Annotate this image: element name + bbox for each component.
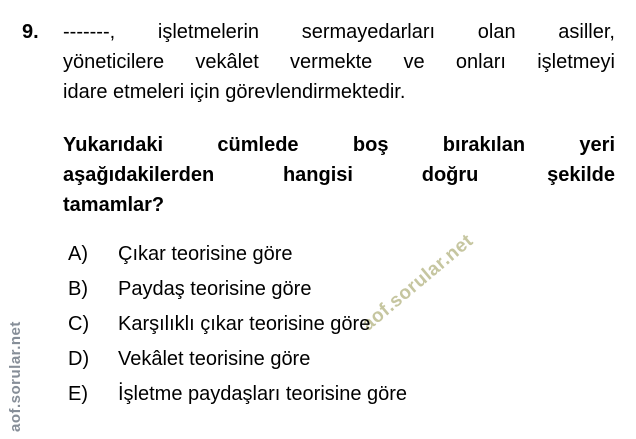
option-text: Karşılıklı çıkar teorisine göre: [118, 313, 371, 335]
question-prompt-line: Yukarıdaki cümlede boş bırakılan yeri: [63, 134, 615, 156]
option-b[interactable]: [68, 278, 608, 300]
question-number: 9.: [22, 21, 39, 43]
option-c[interactable]: [68, 313, 608, 335]
question-prompt-line: aşağıdakilerden hangisi doğru şekilde: [63, 164, 615, 186]
option-letter: C): [68, 313, 90, 335]
option-d[interactable]: [68, 348, 608, 370]
option-text: Vekâlet teorisine göre: [118, 348, 311, 370]
option-letter: D): [68, 348, 90, 370]
option-letter: A): [68, 243, 88, 265]
option-e[interactable]: [68, 383, 608, 405]
question-body-line: yöneticilere vekâlet vermekte ve onları işletmeyi: [63, 51, 615, 73]
question-prompt-line: tamamlar?: [63, 194, 165, 216]
option-text: İşletme paydaşları teorisine göre: [118, 383, 408, 405]
watermark-diagonal: aof.sorular.net: [357, 230, 478, 336]
options-list: [68, 243, 608, 418]
question-prompt: [63, 130, 615, 220]
option-a[interactable]: [68, 243, 608, 265]
question-body-line: -------, işletmelerin sermayedarları olan asiller,: [63, 21, 615, 43]
question-body: [63, 17, 615, 107]
option-letter: E): [68, 383, 88, 405]
option-letter: B): [68, 278, 88, 300]
question-body-line: idare etmeleri için görevlendirmektedir.: [63, 81, 406, 103]
watermark-vertical: aof.sorular.net: [7, 321, 24, 432]
option-text: Çıkar teorisine göre: [118, 243, 293, 265]
option-text: Paydaş teorisine göre: [118, 278, 312, 300]
